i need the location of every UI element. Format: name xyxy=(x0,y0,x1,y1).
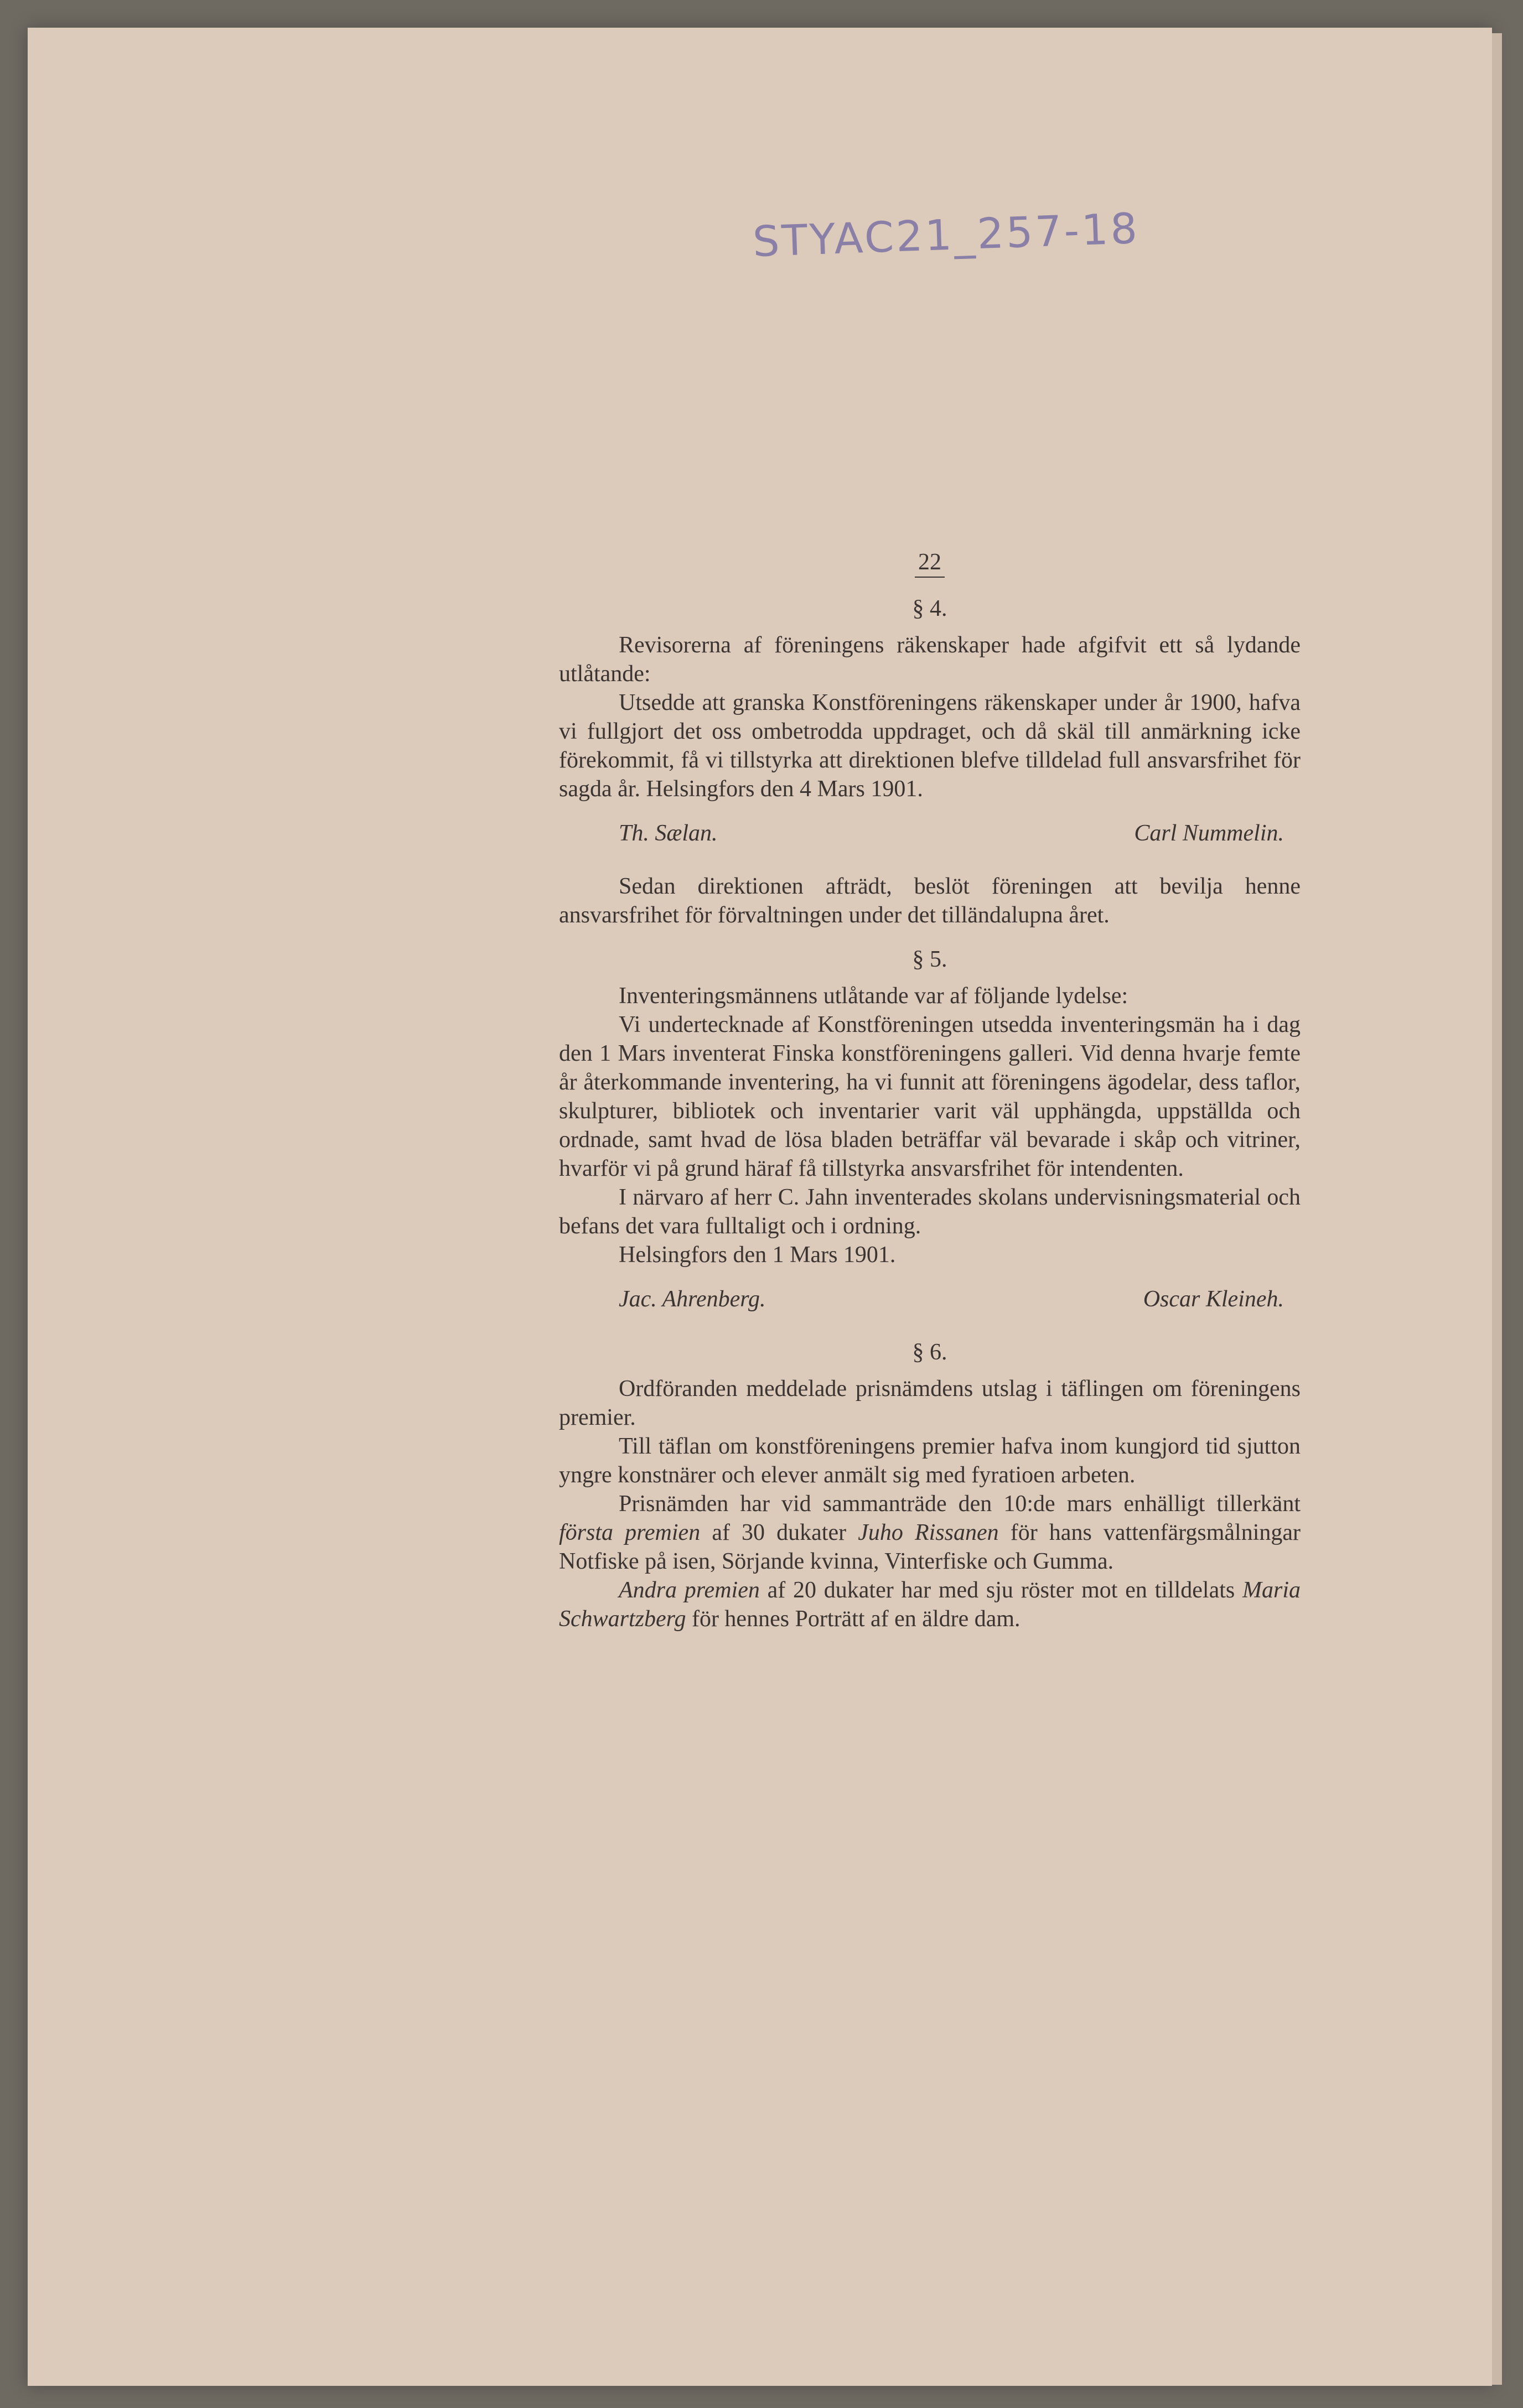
archive-handwritten-mark: STYAC21_257-18 xyxy=(752,203,1141,267)
section-4-statement: Utsedde att granska Konstföreningens räkenskaper under år 1900, hafva vi fullgjort det oss ombetrodda uppdraget, och då skäl till anmärkning icke förekommit, få vi tillstyrka att direktionen blefve tilldelad full ansvarsfrihet för sagda år. Helsingfors den 4 Mars 1901. xyxy=(559,690,1301,802)
section-6-paragraph-4: Andra premien af 20 dukater har med sju röster mot en tilldelats Maria Schwartzberg för hennes Porträtt af en äldre dam. xyxy=(559,1577,1301,1632)
section-5-statement: Vi undertecknade af Konstföreningen utsedda inventeringsmän ha i dag den 1 Mars inventerat Finska konstföreningens galleri. Vid denna hvarje femte år återkommande inventering, ha vi funnit att föreningens ägodelar, dess taflor, skulpturer, bibliotek och inventarier varit väl upphängda, uppställda och ordnade, samt hvad de lösa bladen beträffar väl bevarade i skåp och vitriner, hvarför vi på grund häraf få tillstyrka ansvarsfrihet för intendenten. xyxy=(559,1012,1301,1181)
emphasis-second-winner-name: Maria Schwartzberg xyxy=(559,1577,1301,1632)
section-4-intro: Revisorerna af föreningens räkenskaper hade afgifvit ett så lydande utlåtande: xyxy=(559,632,1301,687)
signature-right: Carl Nummelin. xyxy=(1134,821,1284,846)
section-5-intro: Inventeringsmännens utlåtande var af följande lydelse: xyxy=(619,983,1128,1009)
page-edge xyxy=(1492,33,1502,2385)
section-5-heading: § 5. xyxy=(912,947,947,972)
section-6-paragraph-3: Prisnämden har vid sammanträde den 10:de mars enhälligt tillerkänt första premien af 30 dukater Juho Rissanen för hans vattenfärgsmålningar Notfiske på isen, Sörjande kvinna, Vinterfiske och Gumma. xyxy=(559,1491,1301,1574)
section-5-signatures xyxy=(559,1285,1301,1314)
signature-left: Th. Sælan. xyxy=(619,821,718,846)
section-6-paragraph-1: Ordföranden meddelade prisnämdens utslag i täflingen om föreningens premier. xyxy=(559,1376,1301,1430)
section-6-paragraph-2: Till täflan om konstföreningens premier hafva inom kungjord tid sjutton yngre konstnärer och elever anmält sig med fyratioen arbeten. xyxy=(559,1434,1301,1488)
emphasis-winner-name: Juho Rissanen xyxy=(858,1520,999,1545)
section-5-note: I närvaro af herr C. Jahn inventerades skolans undervisningsmaterial och befans det vara fulltaligt och i ordning. xyxy=(559,1185,1301,1239)
section-5-place-date: Helsingfors den 1 Mars 1901. xyxy=(619,1242,896,1268)
signature-left: Jac. Ahrenberg. xyxy=(619,1286,766,1312)
signature-right: Oscar Kleineh. xyxy=(1143,1286,1284,1312)
section-4-heading: § 4. xyxy=(912,596,947,621)
section-6-heading: § 6. xyxy=(912,1340,947,1365)
emphasis-first-prize: första premien xyxy=(559,1520,701,1545)
section-4-signatures xyxy=(559,819,1301,848)
emphasis-second-prize: Andra premien xyxy=(619,1577,760,1603)
section-4-decision: Sedan direktionen afträdt, beslöt föreningen att bevilja henne ansvarsfrihet för förvaltningen under det tilländalupna året. xyxy=(559,874,1301,928)
page-number: 22 xyxy=(559,548,1301,578)
page-text xyxy=(559,548,1301,1633)
document-page xyxy=(28,28,1492,2386)
